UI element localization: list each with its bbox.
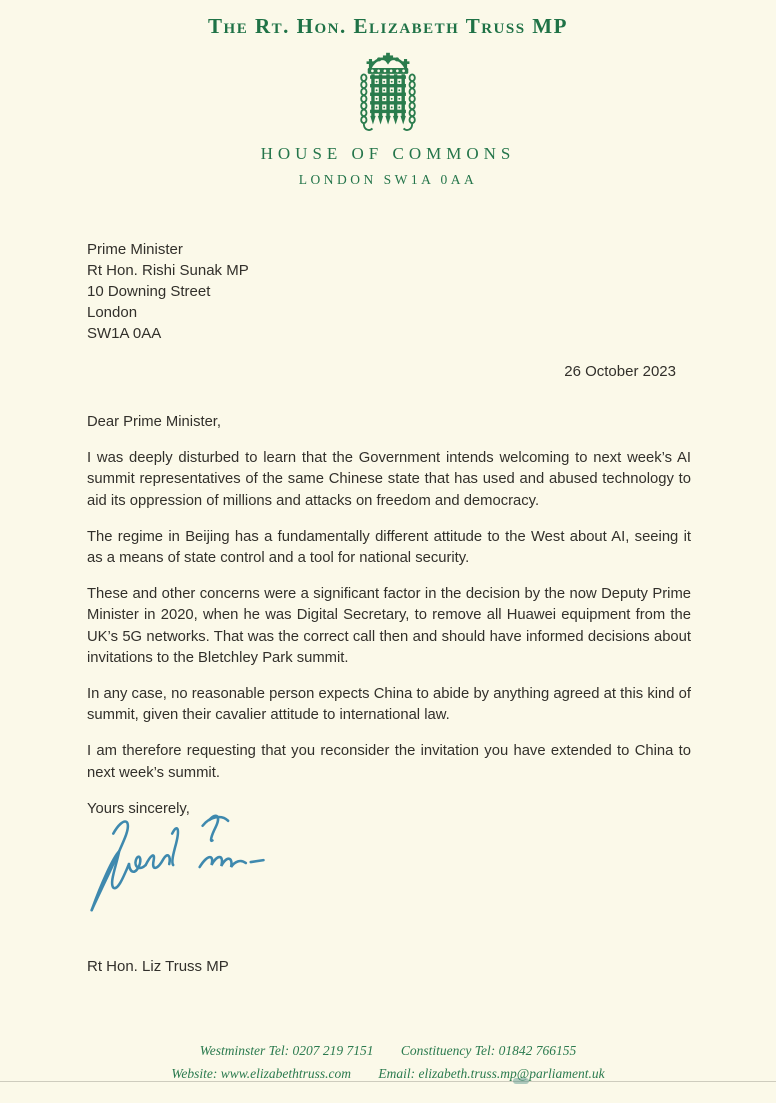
paragraph-5: I am therefore requesting that you reconsider the invitation you have extended to China to next week’s summit. — [87, 743, 691, 781]
letterhead-institution: HOUSE OF COMMONS — [260, 144, 516, 163]
scan-ink-smudge — [513, 1078, 529, 1084]
paragraph-3: These and other concerns were a significant factor in the decision by the now Deputy Prime Minister in 2020, when he was Digital Secretary, to remove all Huawei equipment from the UK’s 5G networks. That was the correct call then and should have informed decisions about invitations to the Bletchley Park summit. — [87, 585, 691, 667]
website-text: Website: www.elizabethtruss.com — [171, 1066, 352, 1081]
paragraph-2: The regime in Beijing has a fundamentally different attitude to the West about AI, seeing it as a means of state control and a tool for national security. — [87, 528, 691, 567]
footer-web-email — [0, 1066, 776, 1082]
letterhead-name: The Rt. Hon. Elizabeth Truss MP — [208, 14, 568, 38]
recipient-line: SW1A 0AA — [87, 325, 162, 342]
paragraph-4: In any case, no reasonable person expects China to abide by anything agreed at this kind of summit, given their cavalier attitude to international law. — [87, 686, 691, 724]
recipient-line: 10 Downing Street — [87, 283, 211, 300]
signatory-name: Rt Hon. Liz Truss MP — [87, 958, 229, 975]
letter-date: 26 October 2023 — [564, 363, 676, 380]
recipient-line: London — [87, 304, 138, 321]
letter-body — [87, 412, 691, 835]
recipient-line: Rt Hon. Rishi Sunak MP — [87, 262, 249, 279]
westminster-tel: Westminster Tel: 0207 219 7151 — [199, 1043, 374, 1058]
salutation: Dear Prime Minister, — [87, 414, 222, 430]
scan-edge-line — [0, 1081, 776, 1082]
crowned-portcullis-icon — [338, 52, 438, 144]
email-text: Email: elizabeth.truss.mp@parliament.uk — [378, 1066, 605, 1081]
valediction: Yours sincerely, — [87, 800, 190, 817]
handwritten-signature — [82, 812, 282, 920]
letterhead-address: LONDON SW1A 0AA — [298, 172, 478, 187]
recipient-address-block — [87, 239, 249, 344]
recipient-line: Prime Minister — [87, 241, 183, 258]
constituency-tel: Constituency Tel: 01842 766155 — [400, 1043, 577, 1058]
paragraph-1: I was deeply disturbed to learn that the Government intends welcoming to next week’s AI summit representatives of the same Chinese state that has used and abused technology to aid its oppression of millions and attacks on freedom and democracy. — [87, 449, 691, 509]
footer-telephones — [0, 1043, 776, 1059]
